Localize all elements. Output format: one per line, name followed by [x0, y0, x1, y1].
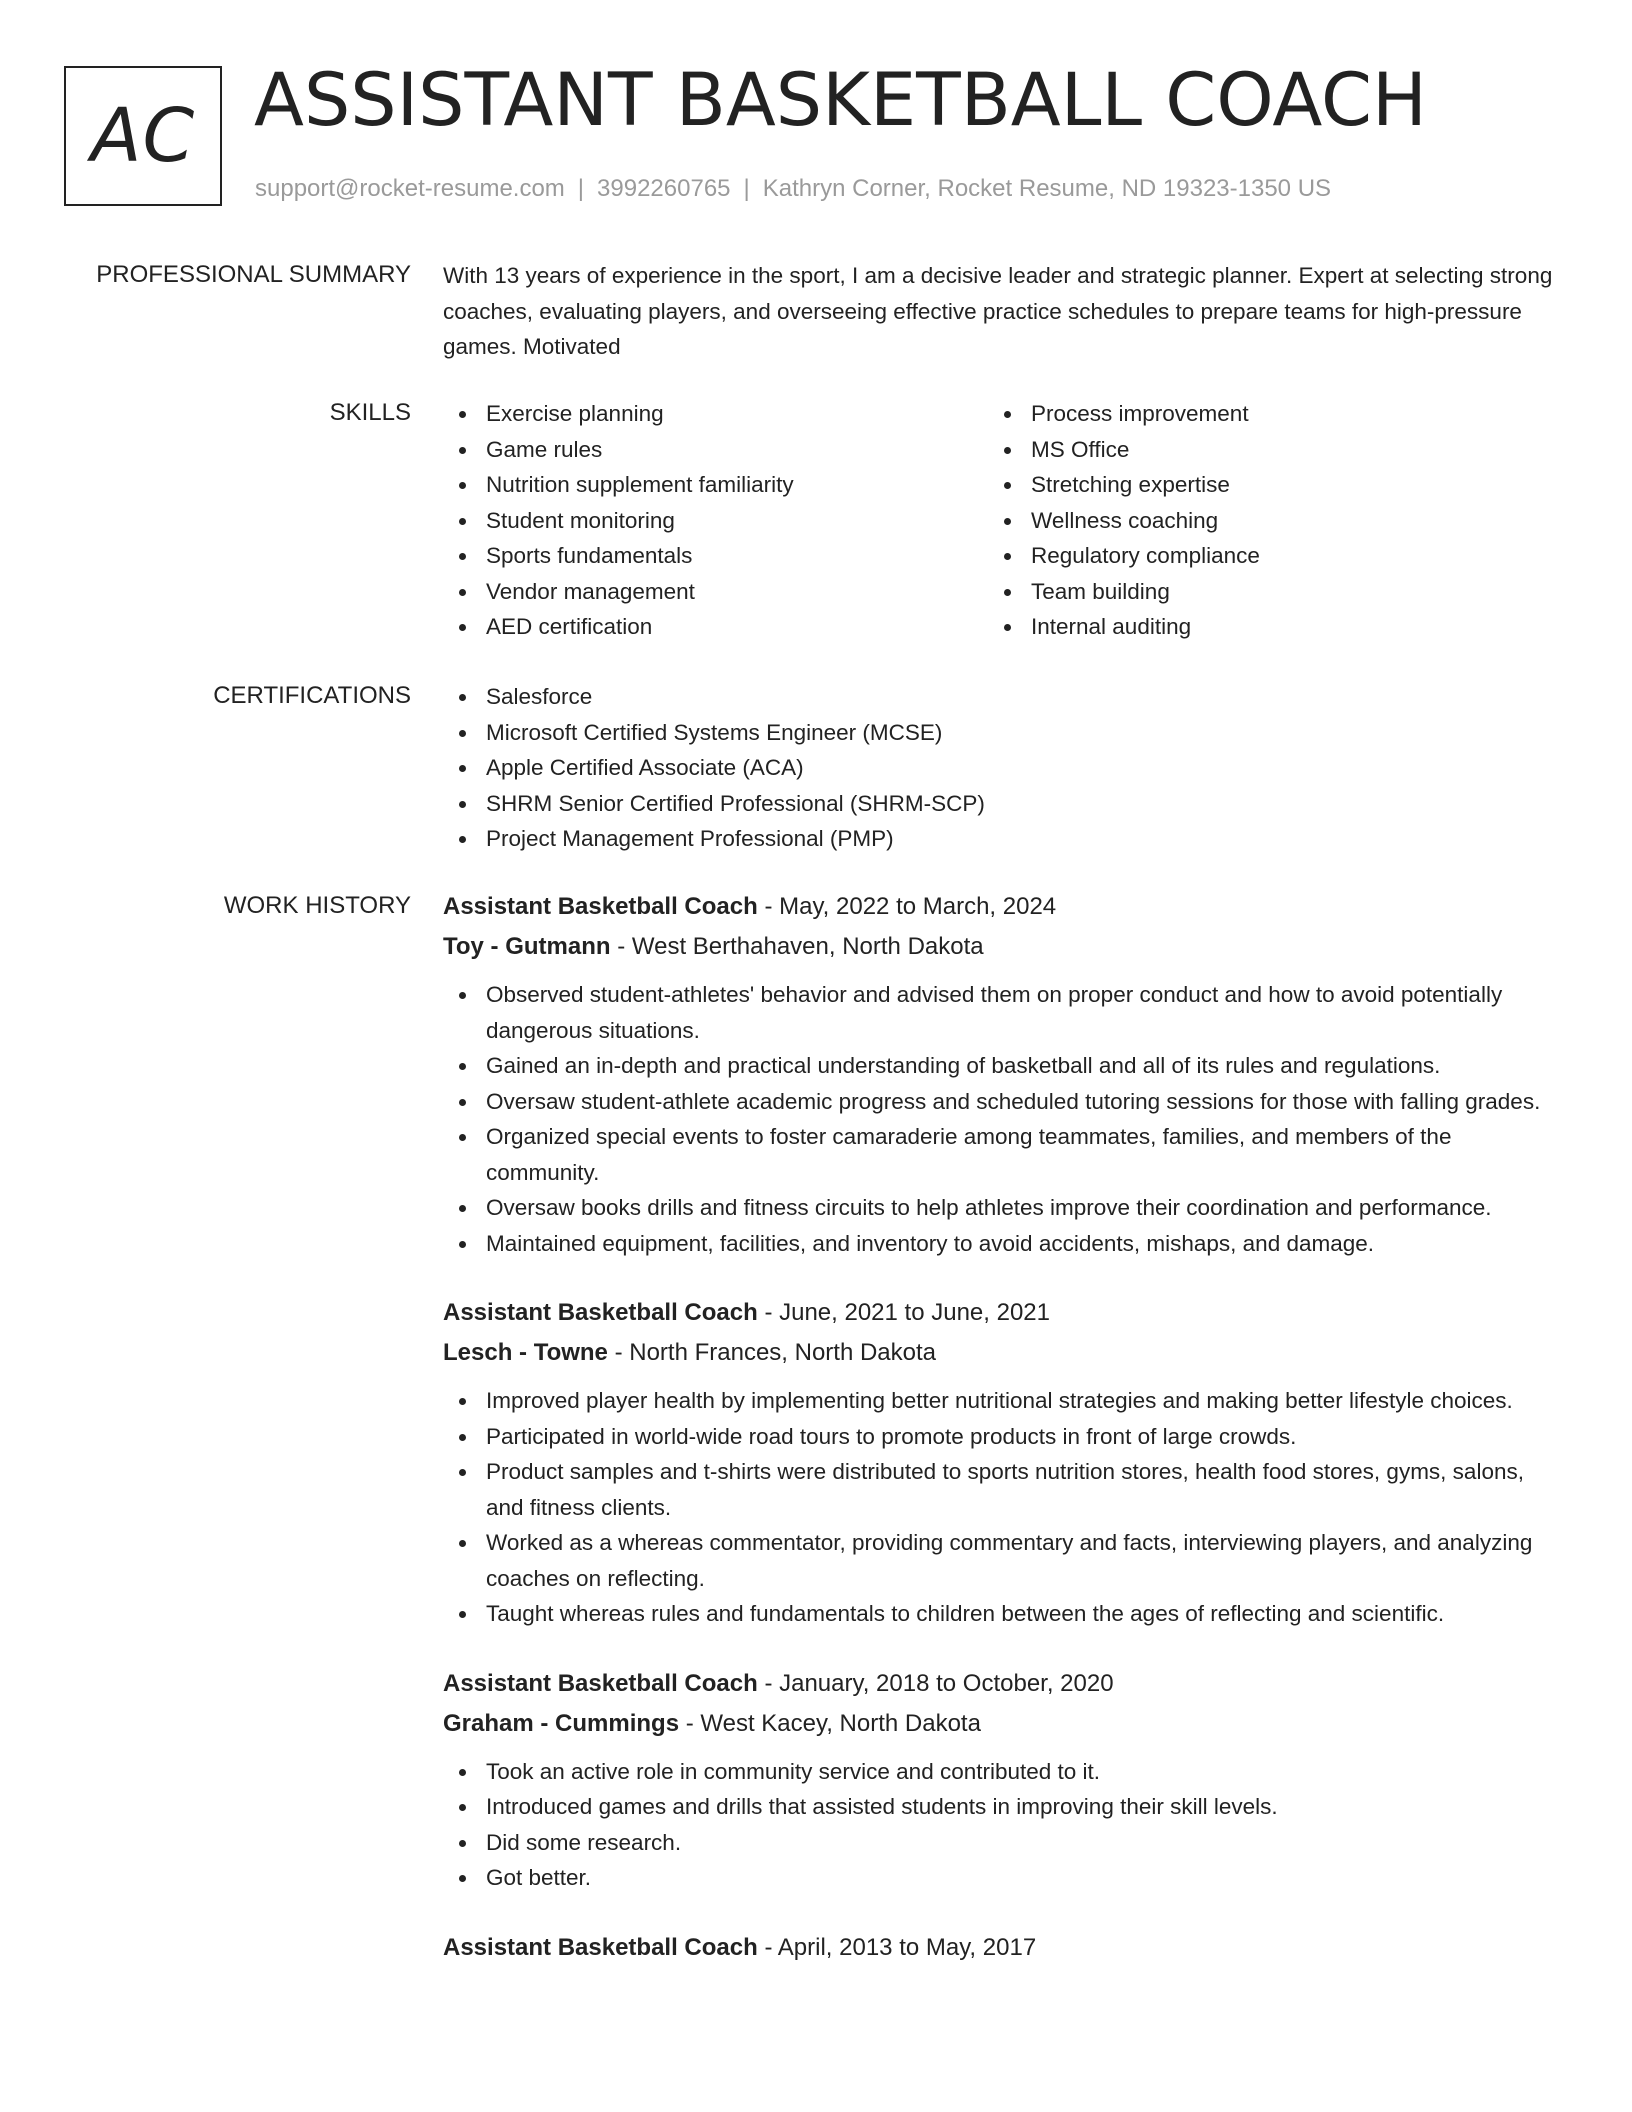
certification-item: Apple Certified Associate (ACA) [443, 750, 1558, 786]
job-location: - West Kacey, North Dakota [679, 1709, 981, 1737]
job-company-line [443, 1333, 1558, 1373]
job-entry [443, 1293, 1558, 1632]
job-title: Assistant Basketball Coach [443, 1299, 758, 1326]
skill-item: Stretching expertise [988, 467, 1533, 503]
job-duty-item: Introduced games and drills that assisted students in improving their skill levels. [443, 1789, 1558, 1825]
job-duty-item: Did some research. [443, 1825, 1558, 1861]
summary-section [443, 258, 1558, 365]
certification-item: Project Management Professional (PMP) [443, 821, 1558, 857]
skill-item: Vendor management [443, 574, 988, 610]
summary-heading: PROFESSIONAL SUMMARY [96, 261, 411, 288]
contact-address: Kathryn Corner, Rocket Resume, ND 19323-1350 US [762, 175, 1332, 202]
job-duty-item: Got better. [443, 1860, 1558, 1896]
skill-item: Internal auditing [988, 609, 1533, 645]
contact-email[interactable]: support@rocket-resume.com [255, 175, 565, 202]
job-title-line [443, 1928, 1558, 1968]
job-duty-item: Gained an in-depth and practical understanding of basketball and all of its rules and regulations. [443, 1048, 1558, 1084]
job-dates: - April, 2013 to May, 2017 [757, 1933, 1037, 1961]
skills-list-left [443, 396, 988, 645]
job-duty-item: Oversaw books drills and fitness circuits to help athletes improve their coordination and performance. [443, 1190, 1558, 1226]
job-dates: - January, 2018 to October, 2020 [757, 1669, 1114, 1697]
job-location: - West Berthahaven, North Dakota [610, 933, 984, 960]
skill-item: Wellness coaching [988, 503, 1533, 539]
work-history-heading: WORK HISTORY [223, 892, 411, 919]
job-company-line [443, 1704, 1558, 1744]
skill-item: Process improvement [988, 396, 1533, 432]
initials-monogram: AC [64, 66, 222, 206]
job-company: Lesch - Towne [443, 1339, 608, 1366]
certification-item: Microsoft Certified Systems Engineer (MCSE) [443, 715, 1558, 751]
skill-item: Student monitoring [443, 503, 988, 539]
job-title: Assistant Basketball Coach [443, 1669, 758, 1697]
job-title: Assistant Basketball Coach [443, 1933, 758, 1961]
job-duty-item: Observed student-athletes' behavior and advised them on proper conduct and how to avoid potentially dangerous situations. [443, 977, 1558, 1048]
skills-list-right [988, 396, 1533, 645]
skill-item: Exercise planning [443, 396, 988, 432]
work-history-section [443, 887, 1558, 2000]
job-duty-item: Participated in world-wide road tours to promote products in front of large crowds. [443, 1419, 1558, 1455]
job-duty-item: Took an active role in community service and contributed to it. [443, 1754, 1558, 1790]
skill-item: Nutrition supplement familiarity [443, 467, 988, 503]
certifications-section [443, 679, 1558, 857]
skills-grid [443, 396, 1558, 645]
job-duty-item: Product samples and t-shirts were distributed to sports nutrition stores, health food stores, gyms, salons, and fitness clients. [443, 1454, 1558, 1525]
job-duty-item: Taught whereas rules and fundamentals to children between the ages of reflecting and scientific. [443, 1596, 1558, 1632]
contact-line [255, 172, 1331, 206]
job-entry [443, 887, 1558, 1261]
certification-item: SHRM Senior Certified Professional (SHRM-SCP) [443, 786, 1558, 822]
contact-separator: | [743, 175, 750, 202]
skill-item: Game rules [443, 432, 988, 468]
job-duties-list [443, 1754, 1558, 1896]
job-company: Toy - Gutmann [443, 933, 611, 960]
job-duties-list [443, 1383, 1558, 1632]
job-title-line [443, 1664, 1558, 1704]
job-duty-item: Organized special events to foster camaraderie among teammates, families, and members of the community. [443, 1119, 1558, 1190]
job-duty-item: Worked as a whereas commentator, providing commentary and facts, interviewing players, and analyzing coaches on reflecting. [443, 1525, 1558, 1596]
summary-text: With 13 years of experience in the sport, I am a decisive leader and strategic planner. Expert at selecting strong coaches, evaluating players, and overseeing effective practice schedules to prepare teams for high-pressure games. Motivated [443, 263, 1553, 359]
job-company-line [443, 927, 1558, 967]
job-dates: - May, 2022 to March, 2024 [757, 893, 1057, 920]
job-entry [443, 1664, 1558, 1896]
skills-heading: SKILLS [329, 399, 411, 426]
contact-phone[interactable]: 3992260765 [597, 175, 731, 202]
job-dates: - June, 2021 to June, 2021 [757, 1299, 1050, 1326]
job-duties-list [443, 977, 1558, 1261]
job-duty-item: Oversaw student-athlete academic progress and scheduled tutoring sessions for those with falling grades. [443, 1084, 1558, 1120]
skill-item: Sports fundamentals [443, 538, 988, 574]
job-entry [443, 1928, 1558, 1968]
certification-item: Salesforce [443, 679, 1558, 715]
resume-title: ASSISTANT BASKETBALL COACH [254, 58, 1427, 143]
certifications-list [443, 679, 1558, 857]
certifications-heading: CERTIFICATIONS [213, 682, 411, 709]
job-duty-item: Improved player health by implementing better nutritional strategies and making better lifestyle choices. [443, 1383, 1558, 1419]
skills-section [443, 396, 1558, 645]
job-company: Graham - Cummings [443, 1709, 680, 1737]
skill-item: MS Office [988, 432, 1533, 468]
job-title-line [443, 1293, 1558, 1333]
job-title-line [443, 887, 1558, 927]
skill-item: Regulatory compliance [988, 538, 1533, 574]
job-duty-item: Maintained equipment, facilities, and inventory to avoid accidents, mishaps, and damage. [443, 1226, 1558, 1262]
job-title: Assistant Basketball Coach [443, 893, 758, 920]
skill-item: AED certification [443, 609, 988, 645]
skill-item: Team building [988, 574, 1533, 610]
contact-separator: | [577, 175, 585, 202]
job-location: - North Frances, North Dakota [607, 1339, 937, 1366]
